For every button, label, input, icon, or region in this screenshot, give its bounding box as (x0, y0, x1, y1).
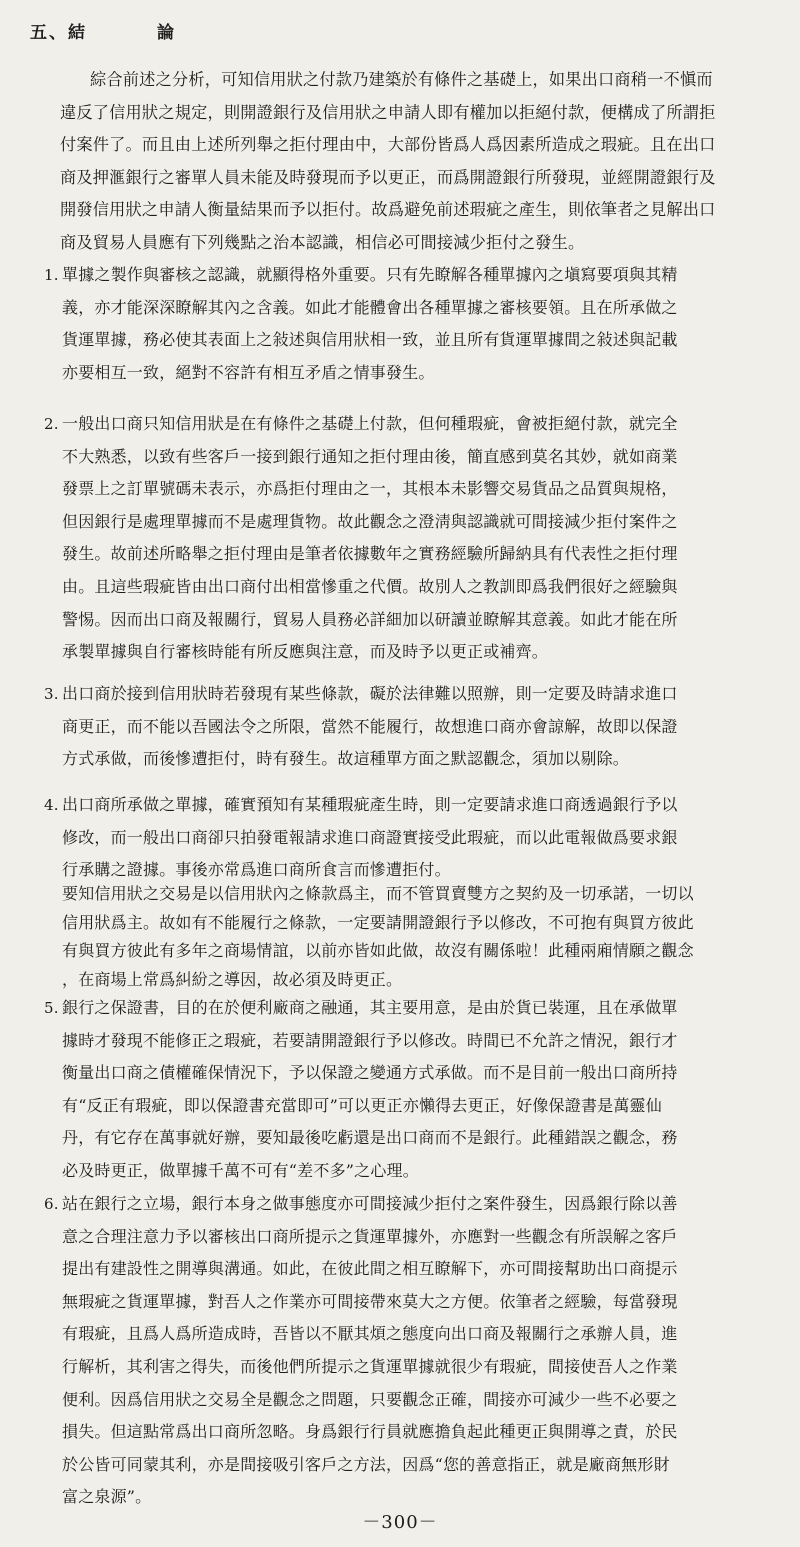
section-heading-number: 五、結 (30, 23, 87, 43)
intro-paragraph (60, 64, 784, 259)
text-line: 有與買方彼此有多年之商場情誼，以前亦皆如此做，故沒有關係啦！此種兩廂情願之觀念 (62, 941, 694, 960)
text-line: 出口商於接到信用狀時若發現有某些條款，礙於法律難以照辦，則一定要及時請求進口 (62, 684, 678, 703)
text-line: 商更正，而不能以吾國法令之所限，當然不能履行，故想進口商亦會諒解，故即以保證 (62, 716, 678, 736)
text-line: 由。且這些瑕疵皆由出口商付出相當慘重之代價。故別人之教訓即爲我們很好之經驗與 (62, 576, 678, 596)
text-line: 發生。故前述所略舉之拒付理由是筆者依據數年之實務經驗所歸納具有代表性之拒付理 (62, 544, 678, 564)
text-line: 商及押滙銀行之審單人員未能及時發現而予以更正，而爲開證銀行所發現，並經開證銀行及 (60, 167, 716, 187)
text-line: 丹，有它存在萬事就好辦，要知最後吃虧還是出口商而不是銀行。此種錯誤之觀念，務 (62, 1128, 678, 1148)
text-line: 亦要相互一致，絕對不容許有相互矛盾之情事發生。 (62, 362, 435, 382)
text-line: 修改，而一般出口商卻只拍發電報請求進口商證實接受此瑕疵，而以此電報做爲要求銀 (62, 827, 678, 847)
list-number: 3. (44, 685, 59, 703)
text-line: 出口商所承做之單據，確實預知有某種瑕疵產生時，則一定要請求進口商透過銀行予以 (62, 795, 678, 814)
text-line: 行解析，其利害之得失，而後他們所提示之貨運單據就很少有瑕疵，間接使吾人之作業 (62, 1356, 678, 1376)
section-heading (30, 18, 176, 43)
text-line: 一般出口商只知信用狀是在有條件之基礎上付款，但何種瑕疵，會被拒絕付款，就完全 (62, 414, 678, 433)
text-line: 方式承做，而後慘遭拒付，時有發生。故這種單方面之默認觀念，須加以剔除。 (62, 749, 630, 769)
text-line: 開發信用狀之申請人衡量結果而予以拒付。故爲避免前述瑕疵之產生，則依筆者之見解出口 (60, 200, 716, 219)
list-number: 4. (44, 796, 59, 814)
text-line: 信用狀爲主。故如有不能履行之條款，一定要請開證銀行予以修改，不可抱有與買方彼此 (62, 912, 694, 932)
page-number: －300－ (362, 1512, 438, 1533)
text-line: 富之泉源”。 (62, 1487, 152, 1507)
list-item-2 (44, 408, 786, 669)
text-line: 必及時更正，做單據千萬不可有“差不多”之心理。 (62, 1160, 419, 1180)
list-number: 5. (44, 999, 59, 1017)
text-line: 但因銀行是處理單據而不是處理貨物。故此觀念之澄淸與認識就可間接減少拒付案件之 (62, 511, 678, 531)
list-number: 1. (44, 266, 59, 284)
text-line: 損失。但這點常爲出口商所忽略。身爲銀行行員就應擔負起此種更正與開導之責，於民 (62, 1422, 678, 1442)
text-line: 違反了信用狀之規定，則開證銀行及信用狀之申請人即有權加以拒絕付款，便構成了所謂拒 (60, 102, 716, 122)
list-item-3 (44, 678, 786, 776)
text-line: 站在銀行之立場，銀行本身之做事態度亦可間接減少拒付之案件發生，因爲銀行除以善 (62, 1194, 678, 1213)
list-item-5 (44, 992, 786, 1188)
text-line: 於公皆可同蒙其利，亦是間接吸引客戶之方法，因爲“您的善意指正，就是廠商無形財 (62, 1454, 670, 1474)
text-line: 意之合理注意力予以審核出口商所提示之貨運單據外，亦應對一些觀念有所誤解之客戶 (62, 1226, 678, 1246)
text-line: ，在商場上常爲糾紛之導因，故必須及時更正。 (62, 969, 403, 989)
text-line: 義，亦才能深深瞭解其內之含義。如此才能體會出各種單據之審核要領。且在所承做之 (62, 297, 678, 317)
text-line: 不大熟悉，以致有些客戶一接到銀行通知之拒付理由後，簡直感到莫名其妙，就如商業 (62, 446, 678, 466)
section-heading-word: 論 (157, 23, 176, 43)
text-line: 要知信用狀之交易是以信用狀內之條款爲主，而不管買賣雙方之契約及一切承諾，一切以 (62, 884, 694, 903)
text-line: 提出有建設性之開導與溝通。如此，在彼此間之相互瞭解下，亦可間接幫助出口商提示 (62, 1259, 678, 1279)
text-line: 警惕。因而出口商及報關行，貿易人員務必詳細加以研讀並瞭解其意義。如此才能在所 (62, 609, 678, 629)
text-line: 貨運單據，務必使其表面上之敍述與信用狀相一致，並且所有貨運單據間之敍述與記載 (62, 330, 678, 350)
list-item-1 (44, 259, 786, 389)
text-line: 行承購之證據。事後亦常爲進口商所食言而慘遭拒付。 (62, 860, 451, 880)
text-line: 承製單據與自行審核時能有所反應與注意，而及時予以更正或補齊。 (62, 642, 549, 662)
text-line: 發票上之訂單號碼未表示，亦爲拒付理由之一，其根本未影響交易貨品之品質與規格， (62, 479, 678, 499)
list-number: 6. (44, 1195, 59, 1213)
list-item-6 (44, 1188, 786, 1514)
text-line: 衡量出口商之債權確保情況下，予以保證之變通方式承做。而不是目前一般出口商所持 (62, 1063, 678, 1083)
item-4-continuation (62, 880, 786, 994)
text-line: 商及貿易人員應有下列幾點之治本認識，相信必可間接減少拒付之發生。 (60, 232, 585, 252)
text-line: 據時才發現不能修正之瑕疵，若要請開證銀行予以修改。時間已不允許之情況，銀行才 (62, 1030, 678, 1050)
text-line: 有瑕疵，且爲人爲所造成時，吾皆以不厭其煩之態度向出口商及報關行之承辦人員，進 (62, 1324, 678, 1344)
text-line: 有“反正有瑕疵，即以保證書充當即可”可以更正亦懶得去更正，好像保證書是萬靈仙 (62, 1095, 662, 1115)
text-line: 單據之製作與審核之認識，就顯得格外重要。只有先瞭解各種單據內之塡寫要項與其精 (62, 265, 678, 284)
text-line: 銀行之保證書，目的在於便利廠商之融通，其主要用意，是由於貨已裝運，且在承做單 (62, 998, 678, 1017)
text-line: 付案件了。而且由上述所列舉之拒付理由中，大部份皆爲人爲因素所造成之瑕疵。且在出口 (60, 135, 716, 154)
list-item-4 (44, 789, 786, 887)
text-line: 便利。因爲信用狀之交易全是觀念之問題，只要觀念正確，間接亦可減少一些不必要之 (62, 1389, 678, 1409)
text-line: 綜合前述之分析，可知信用狀之付款乃建築於有條件之基礎上，如果出口商稍一不愼而 (90, 70, 713, 89)
text-line: 無瑕疵之貨運單據，對吾人之作業亦可間接帶來莫大之方便。依筆者之經驗，每當發現 (62, 1291, 678, 1311)
list-number: 2. (44, 415, 59, 433)
